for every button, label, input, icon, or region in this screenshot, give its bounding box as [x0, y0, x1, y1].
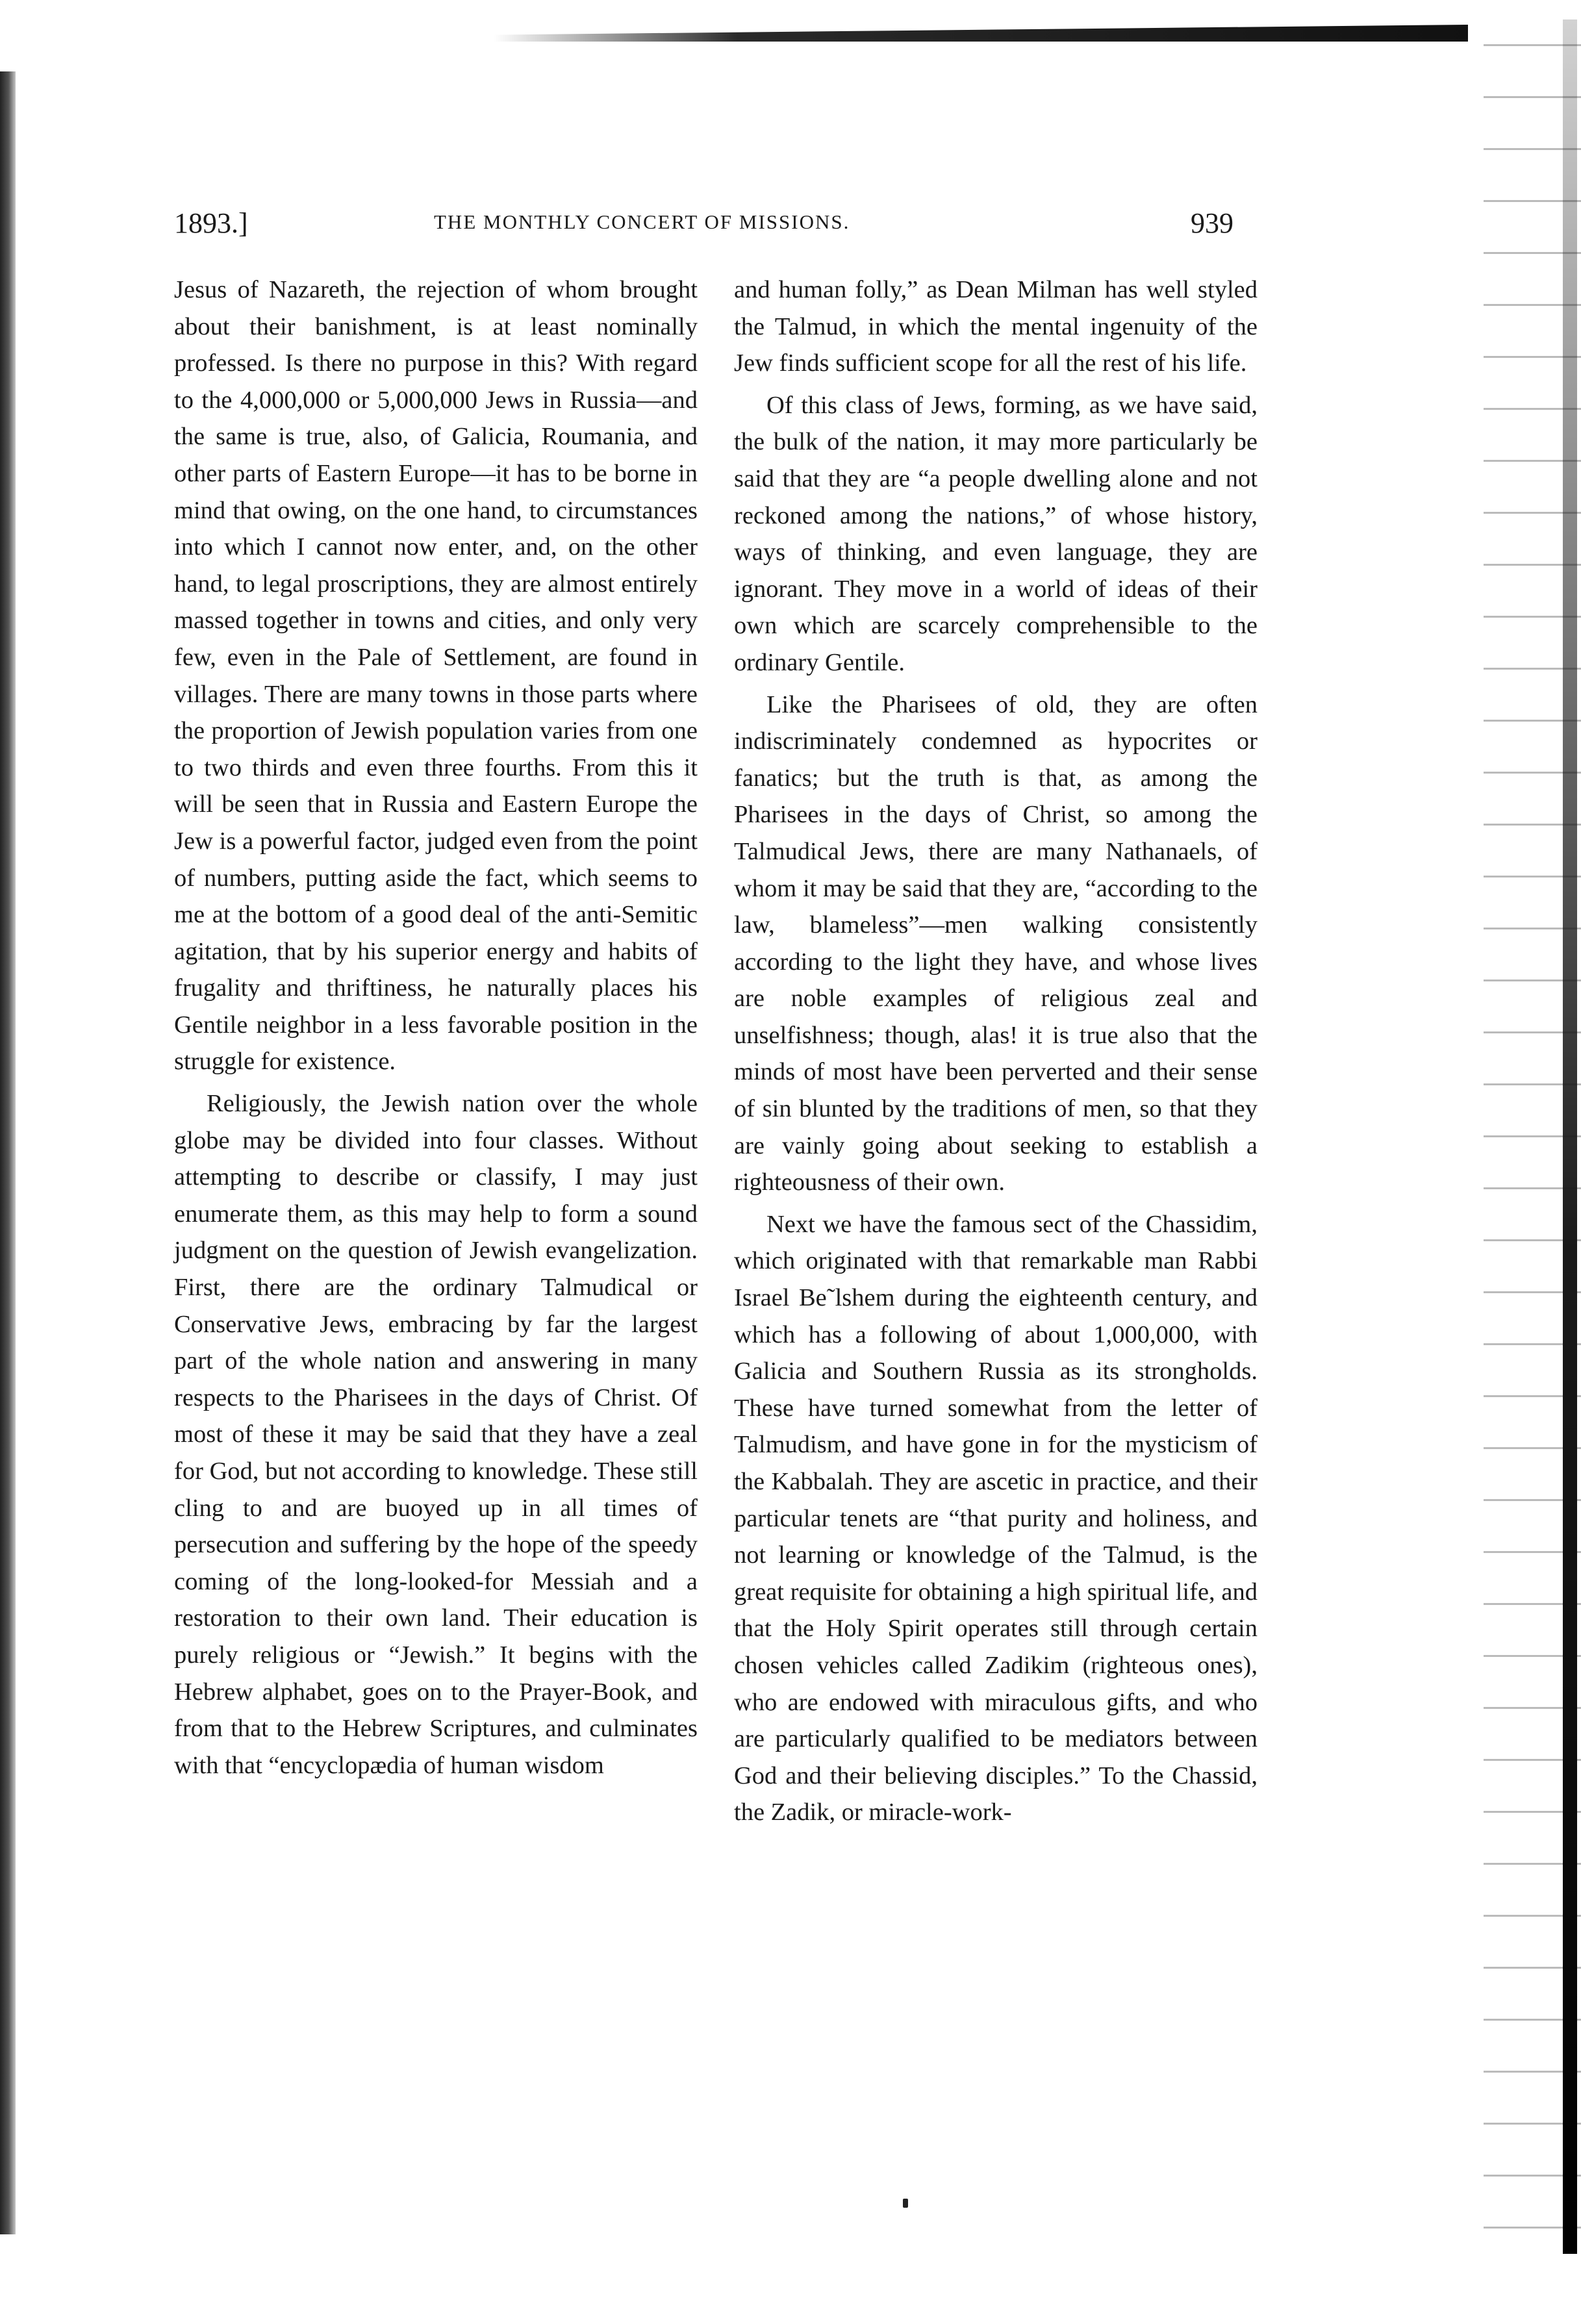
paragraph: Jesus of Nazareth, the rejection of whom brought about their banishment, is at least nominally professed. Is there no purpose in this? With regard to the 4,000,000 or 5,000,000 Jews in Russia—and the same is true, also, of Galicia, Roumania, and other parts of Eastern Europe—it has to be borne in mind that owing, on the one hand, to circumstances into which I cannot now enter, and, on the other hand, to legal proscriptions, they are almost entirely massed together in towns and cities, and only very few, even in the Pale of Settlement, are found in villages. There are many towns in those parts where the proportion of Jewish population varies from one to two thirds and even three fourths. From this it will be seen that in Russia and Eastern Europe the Jew is a powerful factor, judged even from the point of numbers, putting aside the fact, which seems to me at the bottom of a good deal of the anti-Semitic agitation, that by his superior energy and habits of frugality and thriftiness, he naturally places his Gentile neighbor in a less favorable position in the struggle for existence.	[174, 276, 698, 1076]
paragraph: Of this class of Jews, forming, as we have said, the bulk of the nation, it may more particularly be said that they are “a people dwelling alone and not reckoned among the nations,” of whose history, ways of thinking, and even language, they are ignorant. They move in a world of ideas of their own which are scarcely comprehensible to the ordinary Gentile.	[734, 391, 1258, 676]
paragraph: Next we have the famous sect of the Chassidim, which originated with that remarkable man Rabbi Israel Be˜lshem during the eighteenth century, and which has a following of about 1,000,000, with Galicia and Southern Russia as its strongholds. These have turned somewhat from the letter of Talmudism, and have gone in for the mysticism of the Kabbalah. They are ascetic in practice, and their particular tenets are “that purity and holiness, and not learning or knowledge of the Talmud, is the great requisite for obtaining a high spiritual life, and that the Holy Spirit operates still through certain chosen vehicles called Zadikim (righteous ones), who are endowed with miraculous gifts, and who are particularly qualified to be mediators between God and their believing disciples.” To the Chassid, the Zadik, or miracle-work-	[734, 1210, 1258, 1826]
paragraph: Like the Pharisees of old, they are often indiscriminately condemned as hypocrites or fanatics; but the truth is that, as among the Pharisees in the days of Christ, so among the Talmudical Jews, there are many Nathanaels, of whom it may be said that they are, “according to the law, blameless”—men walking consistently according to the light they have, and whose lives are noble examples of religious zeal and unselfishness; though, alas! it is true also that the minds of most have been perverted and their sense of sin blunted by the traditions of men, so that they are vainly going about seeking to establish a righteousness of their own.	[734, 690, 1258, 1196]
scan-edge-right	[1484, 19, 1581, 2254]
right-column	[734, 272, 1258, 1831]
page-number: 939	[1191, 207, 1233, 239]
left-column	[174, 272, 698, 1784]
scan-shadow-left	[0, 71, 16, 2234]
ink-speck	[903, 2199, 908, 2208]
paragraph: Religiously, the Jewish nation over the whole globe may be divided into four classes. Without attempting to describe or classify, I may just enumerate them, as this may help to form a sound judgment on the question of Jewish evangelization. First, there are the ordinary Talmudical or Conservative Jews, embracing by far the largest part of the whole nation and answering in many respects to the Pharisees in the days of Christ. Of most of these it may be said that they have a zeal for God, but not according to knowledge. These still cling to and are buoyed up in all times of persecution and suffering by the hope of the speedy coming of the long-looked-for Messiah and a restoration to their own land. Their education is purely religious or “Jewish.” It begins with the Hebrew alphabet, goes on to the Prayer-Book, and from that to the Hebrew Scriptures, and culminates with that “encyclopædia of human wisdom	[174, 1090, 698, 1779]
header-year: 1893.]	[174, 207, 248, 239]
scan-shadow-top	[494, 25, 1468, 42]
running-head	[174, 207, 1278, 246]
header-title: THE MONTHLY CONCERT OF MISSIONS.	[434, 210, 850, 233]
paragraph: and human folly,” as Dean Milman has well styled the Talmud, in which the mental ingenuity of the Jew finds sufficient scope for all the rest of his life.	[734, 276, 1258, 377]
